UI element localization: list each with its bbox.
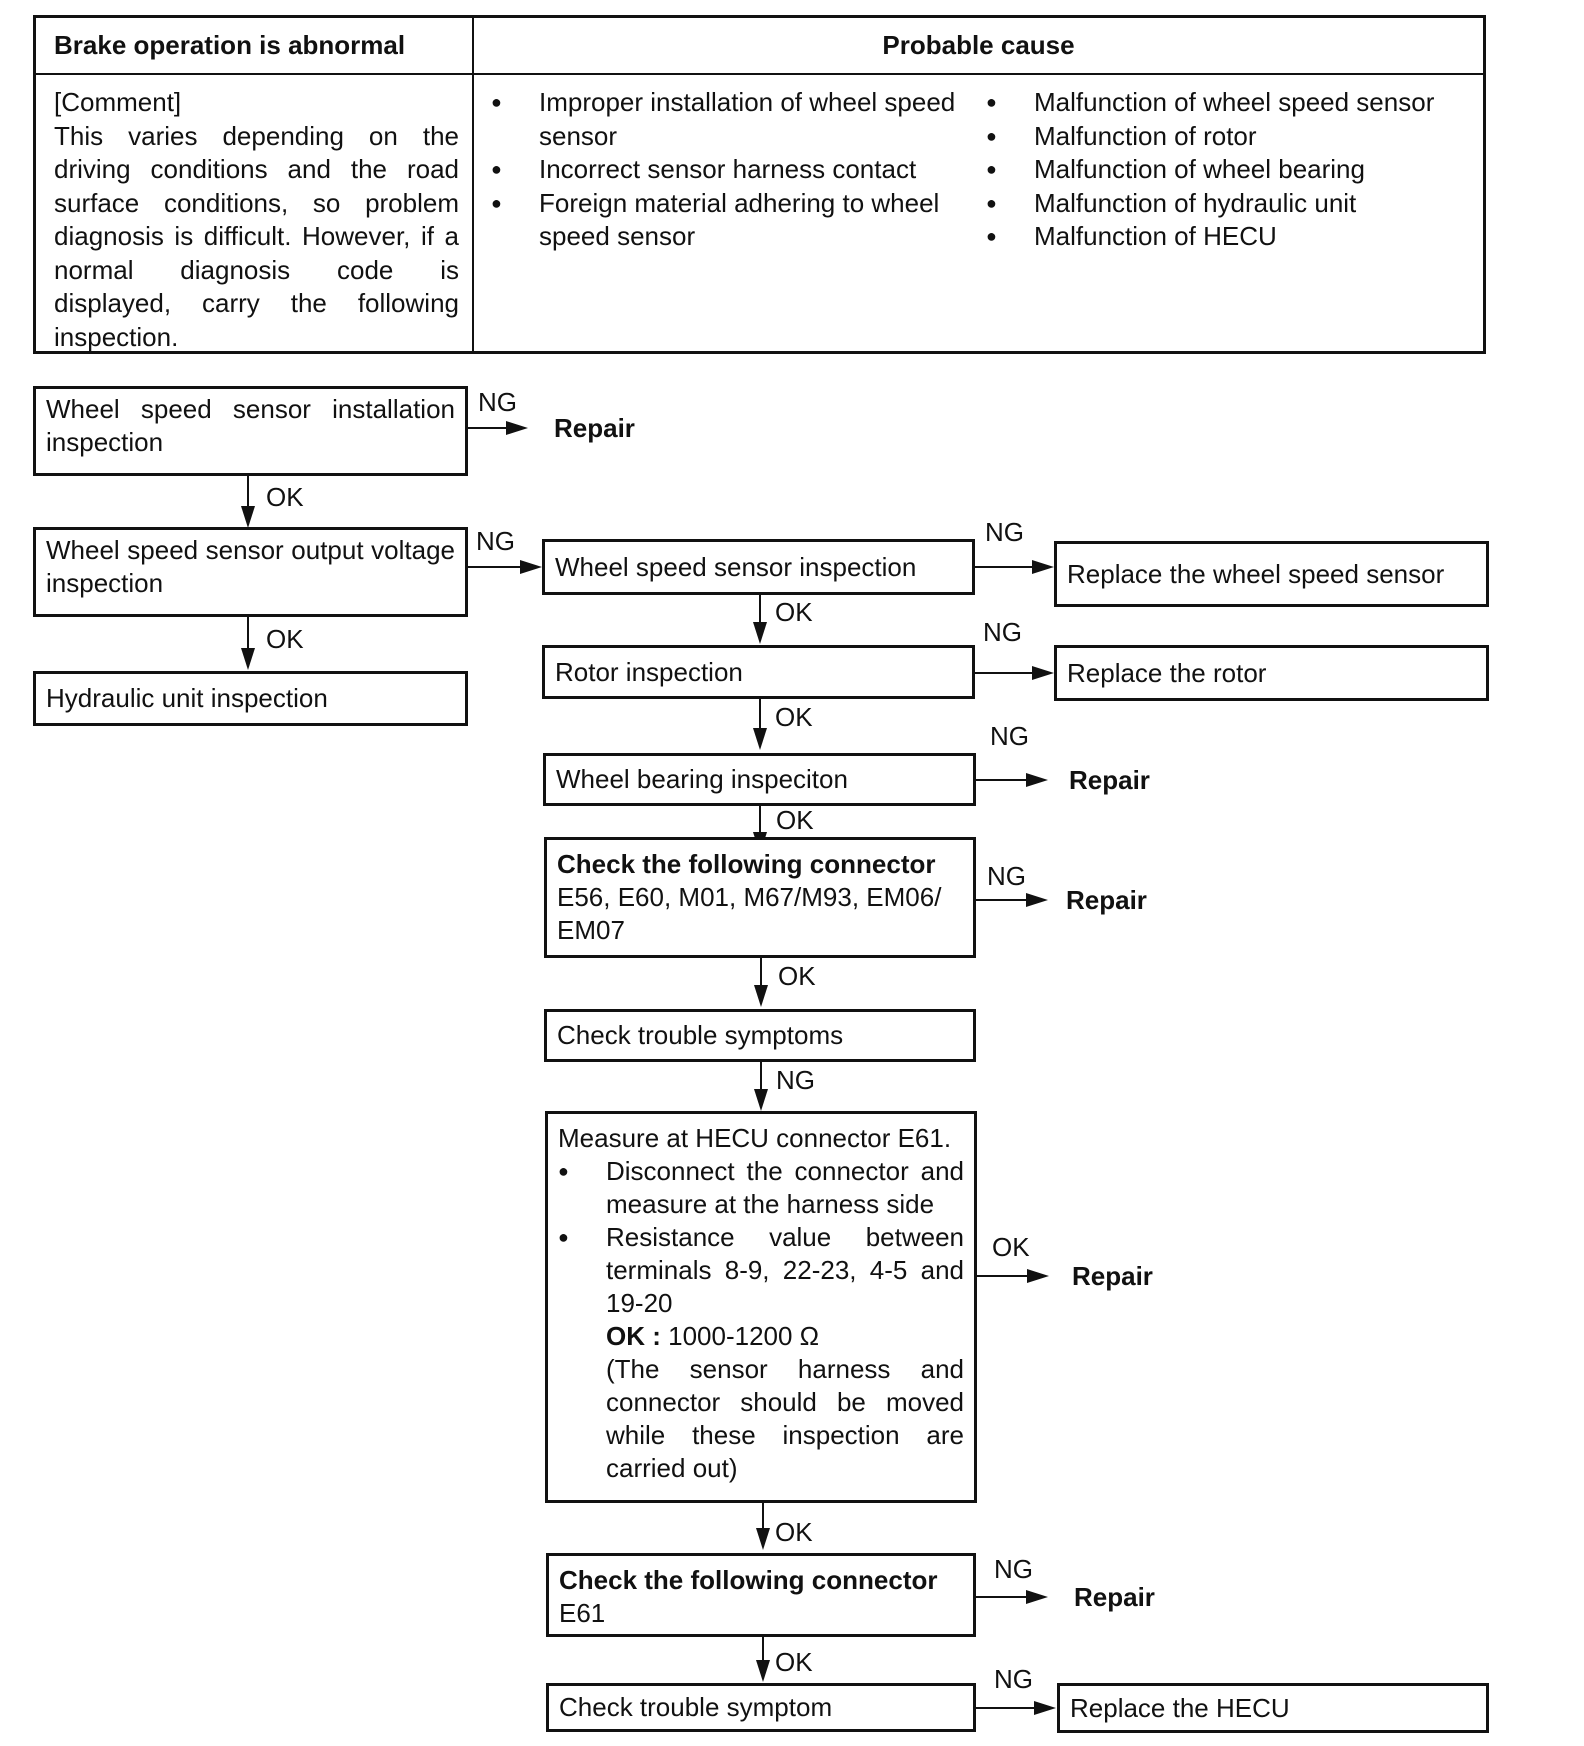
arrow-down-icon xyxy=(756,1660,770,1682)
step-check-connector-e61 xyxy=(546,1553,976,1637)
header-divider xyxy=(36,73,1483,75)
ng-label: NG xyxy=(990,721,1029,751)
ok-spec-value: 1000-1200 Ω xyxy=(668,1321,820,1351)
arrow-line xyxy=(976,899,1028,901)
arrow-line xyxy=(762,1503,764,1529)
ng-label: NG xyxy=(478,387,517,417)
arrow-down-icon xyxy=(241,506,255,528)
arrow-right-icon xyxy=(1026,893,1048,907)
arrow-down-icon xyxy=(753,622,767,644)
ok-label: OK xyxy=(778,961,816,991)
arrow-line xyxy=(975,672,1033,674)
arrow-down-icon xyxy=(754,985,768,1007)
arrow-right-icon xyxy=(1032,666,1054,680)
ok-spec xyxy=(558,1320,964,1353)
arrow-line xyxy=(977,1275,1029,1277)
repair-label: Repair xyxy=(1066,885,1147,915)
ok-label: OK xyxy=(775,1517,813,1547)
step-hydraulic-unit-inspection: Hydraulic unit inspection xyxy=(33,671,468,726)
cause-item: ● Malfunction of HECU xyxy=(986,220,1476,254)
ng-label: NG xyxy=(476,526,515,556)
action-replace-hecu: Replace the HECU xyxy=(1057,1683,1489,1733)
arrow-line xyxy=(760,958,762,986)
column-divider xyxy=(472,18,474,351)
arrow-right-icon xyxy=(520,560,542,574)
cause-item: ● Malfunction of hydraulic unit xyxy=(986,187,1476,221)
repair-label: Repair xyxy=(1069,765,1150,795)
step-sensor-installation-inspection: Wheel speed sensor installation inspection xyxy=(33,386,468,476)
arrow-line xyxy=(759,806,761,834)
ok-label: OK xyxy=(992,1232,1030,1262)
arrow-right-icon xyxy=(1032,560,1054,574)
arrow-line xyxy=(976,1707,1036,1709)
ok-label: OK xyxy=(775,1647,813,1677)
cause-item: ● Incorrect sensor harness contact xyxy=(491,153,981,187)
cause-list-right xyxy=(986,86,1476,254)
ok-label: OK xyxy=(266,624,304,654)
action-replace-rotor: Replace the rotor xyxy=(1054,645,1489,701)
ok-label: OK xyxy=(776,805,814,835)
ng-label: NG xyxy=(985,517,1024,547)
arrow-down-icon xyxy=(754,1089,768,1111)
arrow-line xyxy=(468,566,520,568)
step-check-trouble-symptom: Check trouble symptom xyxy=(546,1683,976,1732)
action-replace-wheel-speed-sensor: Replace the wheel speed sensor xyxy=(1054,541,1489,607)
cause-item: ● Malfunction of wheel speed sensor xyxy=(986,86,1476,120)
symptom-cause-table xyxy=(33,15,1486,354)
connector-check-title: Check the following connector xyxy=(557,849,936,879)
comment-text: This varies depending on the driving conditions and the road surface conditions, so problem diagnosis is difficult. However, if a normal diagnosis code is displayed, carry the following inspection. xyxy=(54,120,459,352)
ok-spec-label: OK : xyxy=(606,1321,661,1351)
comment-title: [Comment] xyxy=(54,87,182,117)
step-check-connectors xyxy=(544,837,976,958)
arrow-line xyxy=(247,617,249,650)
step-check-trouble-symptoms: Check trouble symptoms xyxy=(544,1009,976,1062)
step-output-voltage-inspection: Wheel speed sensor output voltage inspection xyxy=(33,527,468,617)
ok-label: OK xyxy=(266,482,304,512)
arrow-down-icon xyxy=(753,728,767,750)
cause-item: ● Malfunction of wheel bearing xyxy=(986,153,1476,187)
arrow-line xyxy=(759,595,761,623)
probable-cause-header: Probable cause xyxy=(882,30,1075,60)
cause-item: ● Foreign material adhering to wheel speed sensor xyxy=(491,187,981,254)
cause-item: ● Improper installation of wheel speed sensor xyxy=(491,86,981,153)
ng-label: NG xyxy=(994,1664,1033,1694)
arrow-right-icon xyxy=(1034,1701,1056,1715)
ok-label: OK xyxy=(775,597,813,627)
symptom-header: Brake operation is abnormal xyxy=(54,30,406,60)
arrow-line xyxy=(976,1596,1028,1598)
step-wheel-bearing-inspection: Wheel bearing inspeciton xyxy=(543,753,976,806)
comment-cell xyxy=(54,86,459,354)
arrow-right-icon xyxy=(1026,773,1048,787)
arrow-line xyxy=(762,1637,764,1661)
repair-label: Repair xyxy=(554,413,635,443)
arrow-right-icon xyxy=(506,421,528,435)
measure-note: (The sensor harness and connector should be moved while these inspection are carried out) xyxy=(606,1354,964,1483)
arrow-down-icon xyxy=(756,1528,770,1550)
connector-list: E56, E60, M01, M67/M93, EM06/ EM07 xyxy=(557,882,942,945)
measure-step: ● Resistance value between terminals 8-9, 22-23, 4-5 and 19-20 xyxy=(558,1221,964,1320)
repair-label: Repair xyxy=(1072,1261,1153,1291)
arrow-right-icon xyxy=(1026,1590,1048,1604)
measure-steps xyxy=(558,1155,964,1320)
ng-label: NG xyxy=(987,861,1026,891)
connector-list: E61 xyxy=(559,1598,606,1628)
ng-label: NG xyxy=(983,617,1022,647)
ng-label: NG xyxy=(994,1554,1033,1584)
arrow-line xyxy=(468,427,508,429)
arrow-line xyxy=(975,566,1033,568)
cause-list-left xyxy=(491,86,981,254)
measure-step: ● Disconnect the connector and measure at the harness side xyxy=(558,1155,964,1221)
ok-label: OK xyxy=(775,702,813,732)
arrow-down-icon xyxy=(241,648,255,670)
arrow-right-icon xyxy=(1027,1269,1049,1283)
cause-item: ● Malfunction of rotor xyxy=(986,120,1476,154)
repair-label: Repair xyxy=(1074,1582,1155,1612)
arrow-line xyxy=(976,779,1028,781)
connector-check-title: Check the following connector xyxy=(559,1565,938,1595)
measure-title: Measure at HECU connector E61. xyxy=(558,1123,952,1153)
step-rotor-inspection: Rotor inspection xyxy=(542,645,975,699)
arrow-line xyxy=(247,476,249,506)
arrow-line xyxy=(760,1062,762,1090)
step-measure-hecu-connector xyxy=(545,1111,977,1503)
step-wheel-speed-sensor-inspection: Wheel speed sensor inspection xyxy=(542,539,975,595)
arrow-line xyxy=(759,699,761,729)
ng-label: NG xyxy=(776,1065,815,1095)
